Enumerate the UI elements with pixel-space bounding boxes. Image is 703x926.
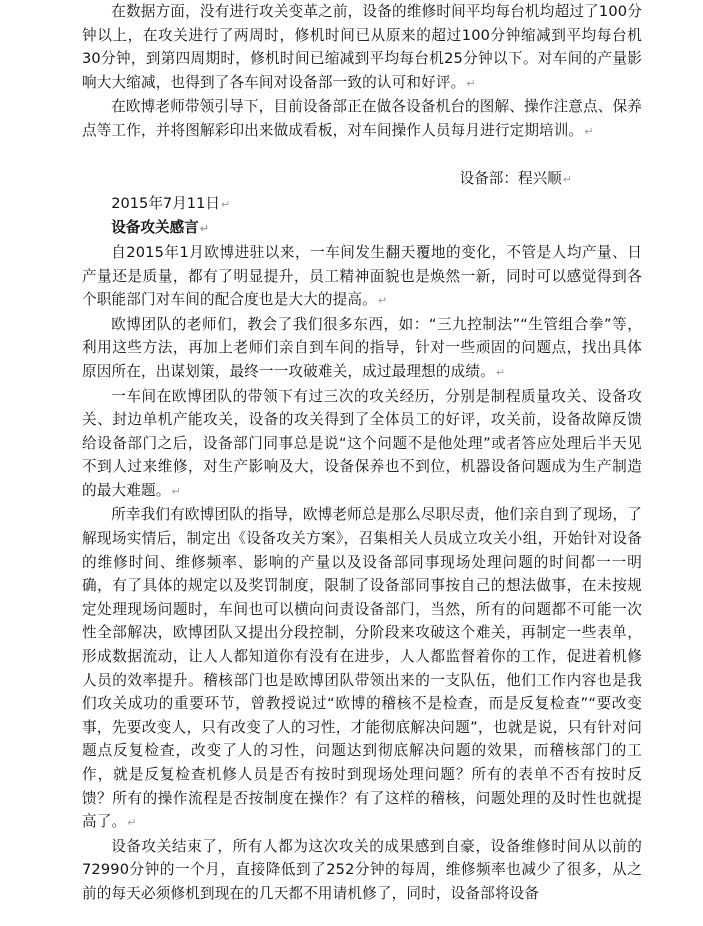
paragraph-mark-icon: ↵ [199, 222, 209, 236]
paragraph-mark-icon: ↵ [466, 76, 476, 90]
paragraph-mark-icon: ↵ [495, 365, 506, 379]
paragraph-intro: 自2015年1月欧博进驻以来，一车间发生翻天覆地的变化，不管是人均产量、日产量还是质量，都有了明显提升，员工精神面貌也是焕然一新，同时可以感觉得到各个职能部门对车间的配合度也是大大的提高。↵ [82, 243, 642, 309]
document-page [82, 0, 642, 906]
section-heading: 设备攻关感言↵ [111, 219, 209, 237]
paragraph-mark-icon: ↵ [171, 484, 181, 498]
paragraph-mark-icon: ↵ [562, 173, 572, 187]
paragraph-guidance: 所幸我们有欧博团队的指导，欧博老师总是那么尽职尽责，他们亲自到了现场，了解现场实情后，制定出《设备攻关方案》，召集相关人员成立攻关小组，开始针对设备的维修时间、维修频率、影响的产量以及设备部同事现场处理问题的时间都一一明确，有了具体的规定以及奖罚制度，限制了设备部同事按自己的想法做事，在未按规定处理现场问题时，车间也可以横向问责设备部门，当然，所有的问题都不可能一次性全部解决，欧博团队又提出分段控制，分阶段来攻破这个难关，再制定一些表单，形成数据流动，让人人都知道你有没有在进步，人人都监督着你的工作，促进着机修人员的效率提升。稽核部门也是欧博团队带领出来的一支队伍，他们工作内容也是我们攻关成功的重要环节，曾教授说过“欧博的稽核不是检查，而是反复检查”“要改变事，先要改变人，只有改变了人的习性，才能彻底解决问题”，也就是说，只有针对问题点反复检查，改变了人的习性，问题达到彻底解决问题的效果，而稽核部门的工作，就是反复检查机修人员是否有按时到现场处理问题？所有的表单不否有按时反馈？所有的操作流程是否按制度在操作？有了这样的稽核，问题处理的及时性也就提高了。↵ [82, 506, 642, 831]
paragraph-maintenance-data: 在数据方面，没有进行攻关变革之前，设备的维修时间平均每台机均超过了100分钟以上，在攻关进行了两周时，修机时间已从原来的超过100分钟缩减到平均每台机30分钟，到第四周期时，修机时间已缩减到平均每台机25分钟以下。对车间的产量影响大大缩减，也得到了各车间对设备部一致的认可和好评。↵ [82, 3, 642, 91]
paragraph-methods: 欧博团队的老师们，教会了我们很多东西，如：“三九控制法”“生管组合拳”等，利用这些方法，再加上老师们亲自到车间的指导，针对一些顽固的问题点，找出具体原因所在，出谋划策，最终一一攻破难关，成过最理想的成绩。↵ [82, 315, 642, 380]
signature: 设备部：程兴顺↵ [459, 170, 572, 188]
paragraph-training: 在欧博老师带领引导下，目前设备部正在做各设备机台的图解、操作注意点、保养点等工作，并将图解彩印出来做成看板，对车间操作人员每月进行定期培训。↵ [82, 98, 642, 139]
paragraph-mark-icon: ↵ [377, 294, 388, 308]
paragraph-attack-experience: 一车间在欧博团队的带领下有过三次的攻关经历，分别是制程质量攻关、设备攻关、封边单机产能攻关，设备的攻关得到了全体员工的好评，攻关前，设备故障反馈给设备部门之后，设备部门同事总是说“这个问题不是他处理”或者答应处理后半天见不到人过来维修，对生产影响及大，设备保养也不到位，机器设备问题成为生产制造的最大难题。↵ [82, 387, 642, 499]
paragraph-results: 设备攻关结束了，所有人都为这次攻关的成果感到自豪，设备维修时间从以前的72990分钟的一个月，直接降低到了252分钟的每周，维修频率也减少了很多，从之前的每天必须修机到现在的几天都不用请机修了，同时，设备部将设备 [82, 837, 642, 902]
blank-line [82, 144, 642, 168]
paragraph-mark-icon: ↵ [220, 197, 231, 211]
paragraph-mark-icon: ↵ [584, 124, 594, 138]
date-line: 2015年7月11日↵ [111, 194, 231, 212]
paragraph-mark-icon: ↵ [127, 816, 137, 830]
